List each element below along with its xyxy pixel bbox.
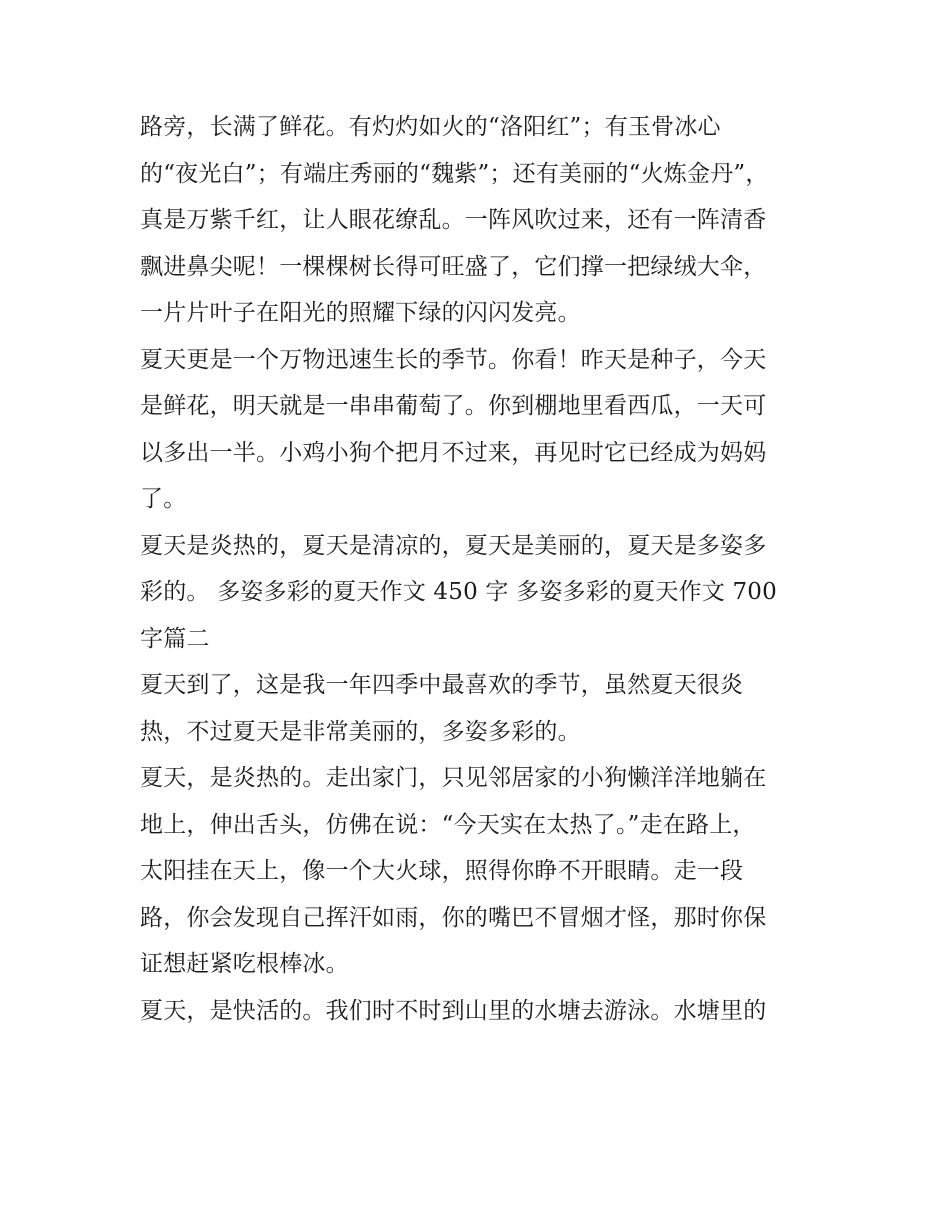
text-line: 了。 xyxy=(140,486,187,512)
text-line: 以多出一半。小鸡小狗个把月不过来，再见时它已经成为妈妈 xyxy=(140,439,767,466)
text-line: 一片片叶子在阳光的照耀下绿的闪闪发亮。 xyxy=(140,300,581,326)
text-line: 飘进鼻尖呢！一棵棵树长得可旺盛了，它们撑一把绿绒大伞， xyxy=(140,253,767,280)
text-line: 彩的。 多姿多彩的夏天作文 450 字 多姿多彩的夏天作文 700 xyxy=(140,579,777,605)
text-line: 夏天是炎热的，夏天是清凉的，夏天是美丽的，夏天是多姿多 xyxy=(140,532,767,559)
text-line: 路，你会发现自己挥汗如雨，你的嘴巴不冒烟才怪，那时你保 xyxy=(140,904,767,931)
text-line: 夏天，是炎热的。走出家门，只见邻居家的小狗懒洋洋地躺在 xyxy=(140,765,767,791)
text-line: 夏天到了，这是我一年四季中最喜欢的季节，虽然夏天很炎 xyxy=(140,672,744,698)
text-line: 夏天，是快活的。我们时不时到山里的水塘去游泳。水塘里的 xyxy=(140,997,767,1024)
text-line: 证想赶紧吃根棒冰。 xyxy=(140,951,349,977)
text-line: 热，不过夏天是非常美丽的，多姿多彩的。 xyxy=(140,718,581,745)
text-line: 字篇二 xyxy=(140,625,210,652)
text-line: 夏天更是一个万物迅速生长的季节。你看！昨天是种子，今天 xyxy=(140,346,767,373)
body-text xyxy=(140,104,820,1034)
text-line: 真是万紫千红，让人眼花缭乱。一阵风吹过来，还有一阵清香 xyxy=(140,207,767,233)
text-line: 是鲜花，明天就是一串串葡萄了。你到棚地里看西瓜，一天可 xyxy=(140,393,767,419)
text-line: 路旁，长满了鲜花。有灼灼如火的“洛阳红”；有玉骨冰心 xyxy=(140,114,721,140)
text-line: 太阳挂在天上，像一个大火球，照得你睁不开眼睛。走一段 xyxy=(140,858,744,884)
text-line: 地上，伸出舌头，仿佛在说：“今天实在太热了。”走在路上， xyxy=(140,811,756,838)
text-line: 的“夜光白”；有端庄秀丽的“魏紫”；还有美丽的“火炼金丹”， xyxy=(140,160,769,187)
